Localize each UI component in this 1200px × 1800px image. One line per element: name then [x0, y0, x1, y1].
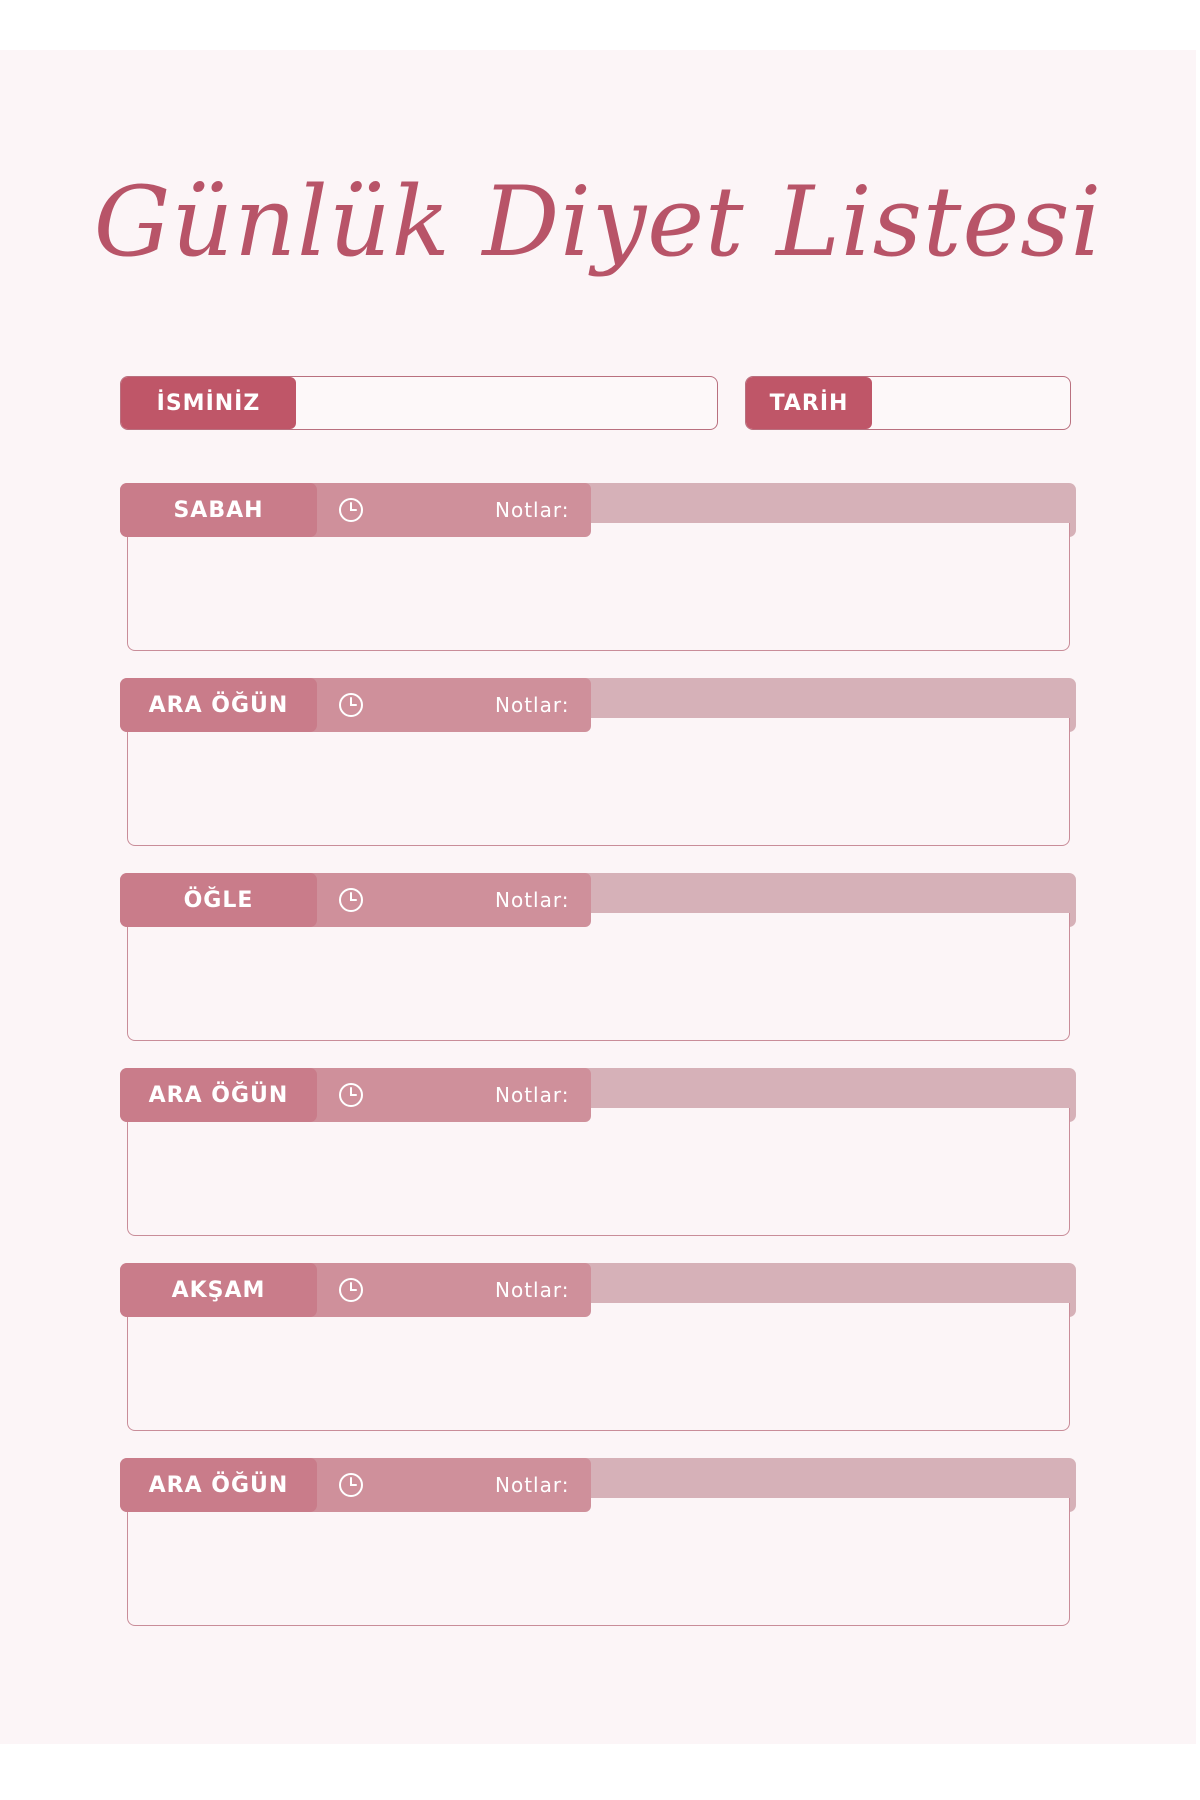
meal-section-ara-ogun-2 [120, 1068, 1076, 1236]
meal-label: SABAH [120, 483, 317, 537]
meal-notes-box[interactable] [127, 718, 1070, 846]
meal-notes-box[interactable] [127, 1303, 1070, 1431]
meal-notes-box[interactable] [127, 1108, 1070, 1236]
meal-section-ogle [120, 873, 1076, 1041]
notes-label: Notlar: [495, 888, 570, 912]
notes-label: Notlar: [495, 1278, 570, 1302]
notes-label: Notlar: [495, 693, 570, 717]
meal-label: AKŞAM [120, 1263, 317, 1317]
meal-section-ara-ogun-1 [120, 678, 1076, 846]
meal-notes-box[interactable] [127, 523, 1070, 651]
clock-icon [338, 1472, 364, 1498]
notes-label: Notlar: [495, 1473, 570, 1497]
meal-label: ARA ÖĞÜN [120, 1458, 317, 1512]
page-title: Günlük Diyet Listesi [93, 166, 1103, 278]
date-field[interactable] [745, 376, 1071, 430]
clock-icon [338, 497, 364, 523]
notes-label: Notlar: [495, 1083, 570, 1107]
clock-icon [338, 1277, 364, 1303]
meal-label: ÖĞLE [120, 873, 317, 927]
clock-icon [338, 692, 364, 718]
meal-section-aksam [120, 1263, 1076, 1431]
meal-label: ARA ÖĞÜN [120, 1068, 317, 1122]
name-field[interactable] [120, 376, 718, 430]
meal-label: ARA ÖĞÜN [120, 678, 317, 732]
name-label: İSMİNİZ [121, 377, 296, 429]
clock-icon [338, 887, 364, 913]
meal-notes-box[interactable] [127, 1498, 1070, 1626]
date-label: TARİH [746, 377, 872, 429]
notes-label: Notlar: [495, 498, 570, 522]
meal-section-ara-ogun-3 [120, 1458, 1076, 1626]
meal-notes-box[interactable] [127, 913, 1070, 1041]
meal-section-sabah [120, 483, 1076, 651]
clock-icon [338, 1082, 364, 1108]
